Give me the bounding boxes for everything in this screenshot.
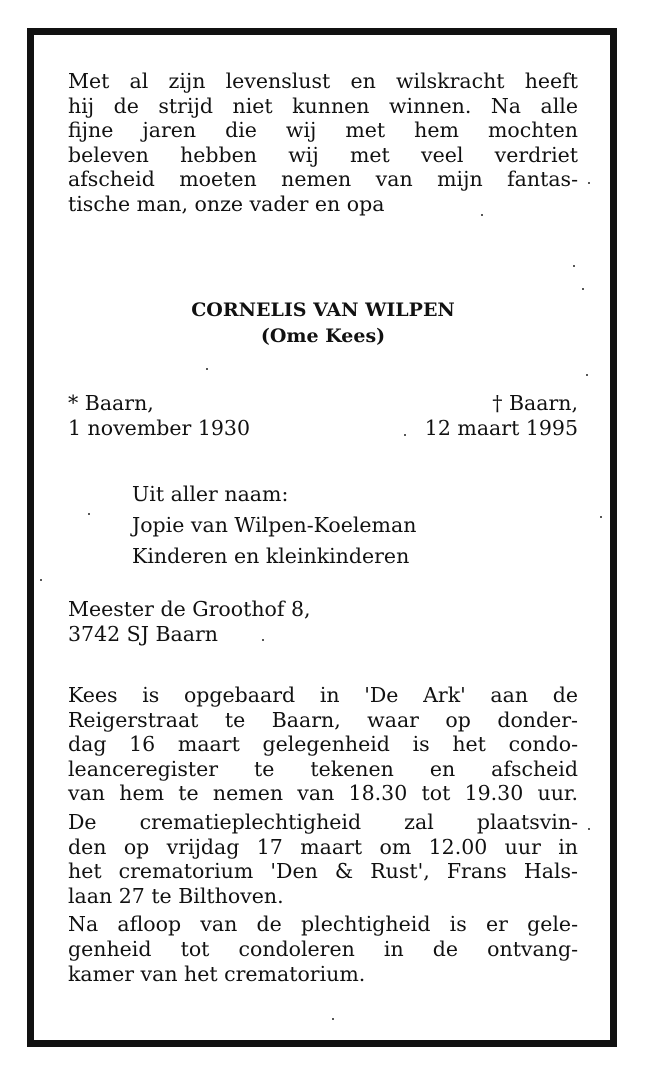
death-date: 12 maart 1995 bbox=[424, 415, 578, 440]
birth-date: 1 november 1930 bbox=[68, 415, 250, 440]
card-border bbox=[27, 28, 617, 1047]
death-place: † Baarn, bbox=[492, 391, 578, 415]
intro-paragraph bbox=[68, 69, 578, 216]
intro-line: tische man, onze vader en opa bbox=[68, 191, 385, 216]
print-speck bbox=[404, 434, 406, 436]
print-speck bbox=[573, 265, 575, 267]
intro-line: hij de strijd niet kunnen winnen. Na alle bbox=[68, 93, 578, 118]
paragraph-line: laan 27 te Bilthoven. bbox=[68, 883, 284, 908]
print-speck bbox=[206, 368, 208, 370]
signature-line: Kinderen en kleinkinderen bbox=[132, 544, 410, 568]
intro-line: Met al zijn levenslust en wilskracht heeft bbox=[68, 69, 578, 93]
address-block bbox=[68, 597, 311, 647]
print-speck bbox=[600, 516, 602, 518]
intro-line: afscheid moeten nemen van mijn fantas- bbox=[68, 167, 578, 191]
print-speck bbox=[40, 579, 42, 581]
signature-line: Uit aller naam: bbox=[132, 482, 289, 506]
paragraph-line: genheid tot condoleren in de ontvang- bbox=[68, 936, 578, 961]
print-speck bbox=[332, 1018, 334, 1020]
print-speck bbox=[88, 513, 90, 515]
paragraph-line: den op vrijdag 17 maart om 12.00 uur in bbox=[68, 834, 578, 859]
death-info bbox=[425, 391, 578, 440]
intro-line: beleven hebben wij met veel verdriet bbox=[68, 142, 578, 167]
paragraph-line: Reigerstraat te Baarn, waar op donder- bbox=[68, 707, 578, 732]
paragraph-line: Kees is opgebaard in 'De Ark' aan de bbox=[68, 683, 578, 707]
birth-info bbox=[68, 391, 250, 440]
cremation-paragraph bbox=[68, 810, 578, 908]
paragraph-line: kamer van het crematorium. bbox=[68, 961, 366, 986]
print-speck bbox=[582, 288, 584, 290]
paragraph-line: De crematieplechtigheid zal plaatsvin- bbox=[68, 809, 578, 834]
paragraph-line: leanceregister te tekenen en afscheid bbox=[68, 756, 578, 781]
address-street: Meester de Groothof 8, bbox=[68, 597, 311, 621]
print-speck bbox=[588, 828, 590, 830]
condolence-paragraph bbox=[68, 912, 578, 986]
address-city: 3742 SJ Baarn bbox=[68, 622, 218, 646]
print-speck bbox=[588, 182, 590, 184]
signature-line: Jopie van Wilpen-Koeleman bbox=[132, 513, 417, 537]
deceased-name-block bbox=[68, 297, 578, 349]
print-speck bbox=[481, 214, 483, 216]
paragraph-line: van hem te nemen van 18.30 tot 19.30 uur. bbox=[68, 781, 578, 806]
arrangements-text bbox=[68, 683, 578, 990]
intro-line: fijne jaren die wij met hem mochten bbox=[68, 118, 578, 142]
deceased-nickname: (Ome Kees) bbox=[260, 325, 386, 347]
deceased-name: CORNELIS VAN WILPEN bbox=[191, 299, 455, 321]
paragraph-line: Na afloop van de plechtigheid is er gele- bbox=[68, 912, 578, 937]
signatures-block bbox=[132, 479, 416, 572]
print-speck bbox=[586, 374, 588, 376]
viewing-paragraph bbox=[68, 683, 578, 806]
print-speck bbox=[262, 639, 264, 641]
birth-place: * Baarn, bbox=[68, 391, 154, 415]
paragraph-line: dag 16 maart gelegenheid is het condo- bbox=[68, 732, 578, 757]
card-content bbox=[68, 69, 578, 986]
paragraph-line: het crematorium 'Den & Rust', Frans Hals- bbox=[68, 859, 578, 884]
